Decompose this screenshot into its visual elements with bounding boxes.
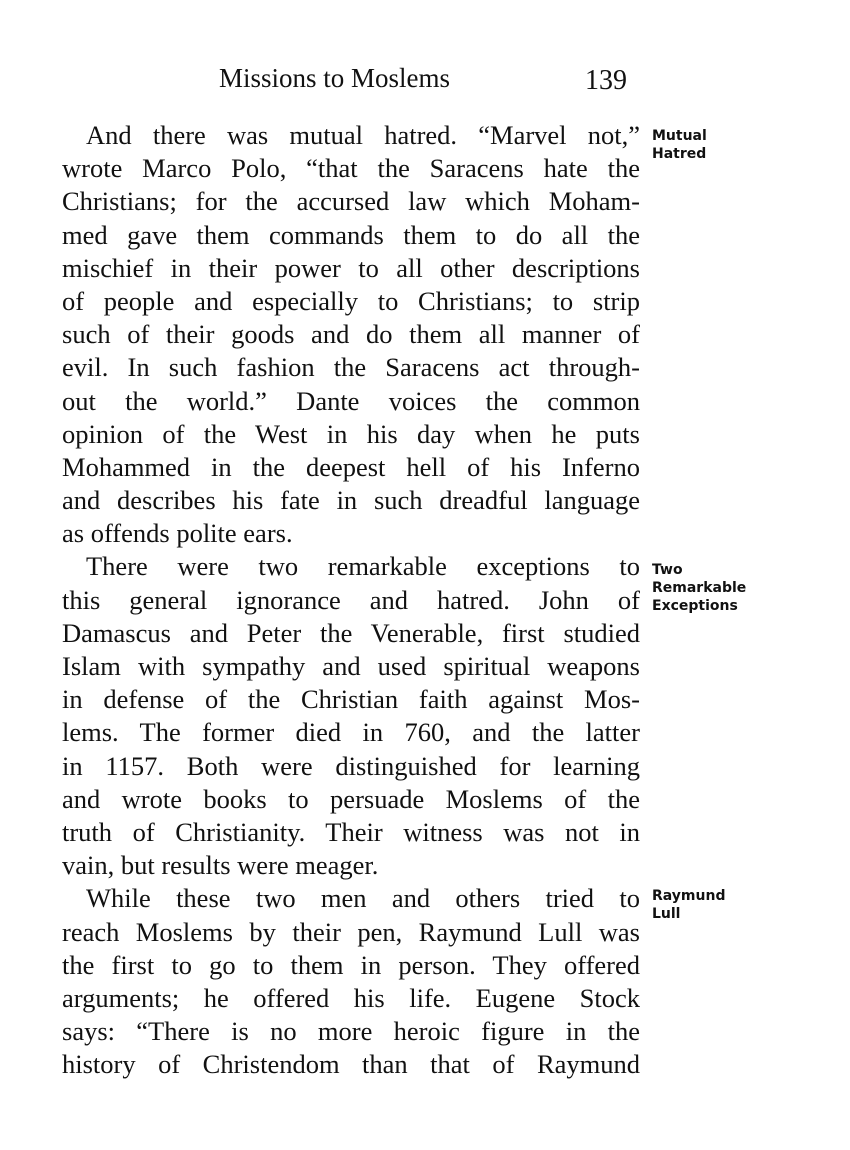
text-line: While these two men and others tried to (86, 883, 640, 914)
text-line: such of their goods and do them all manner of (62, 319, 640, 350)
text-line: reach Moslems by their pen, Raymund Lull was (62, 916, 640, 947)
body-text (62, 119, 640, 1081)
text-line: opinion of the West in his day when he puts (62, 418, 640, 449)
text-line: Christians; for the accursed law which Moham- (62, 186, 640, 217)
text-line: Islam with sympathy and used spiritual weapons (62, 651, 640, 681)
side-note-line: Exceptions (652, 598, 738, 614)
text-line: in defense of the Christian faith against Mos- (62, 684, 640, 715)
side-note-line: Mutual (652, 128, 707, 144)
text-line: as offends polite ears. (62, 518, 293, 549)
side-note-line: Raymund (652, 888, 726, 904)
text-line: truth of Christianity. Their witness was not in (62, 816, 640, 847)
text-line: out the world.” Dante voices the common (62, 385, 640, 416)
running-title: Missions to Moslems (219, 63, 451, 93)
page-number: 139 (585, 65, 627, 96)
text-line: says: “There is no more heroic figure in the (62, 1016, 640, 1047)
text-line: arguments; he offered his life. Eugene Stock (62, 982, 640, 1013)
paragraph-mutual-hatred (62, 119, 640, 550)
text-line: There were two remarkable exceptions to (86, 551, 640, 582)
side-note-line: Remarkable (652, 580, 747, 596)
side-note-line: Lull (652, 906, 681, 922)
text-line: Damascus and Peter the Venerable, first studied (62, 617, 640, 648)
text-line: and wrote books to persuade Moslems of the (62, 783, 640, 814)
text-line: and describes his fate in such dreadful language (62, 485, 640, 516)
text-line: evil. In such fashion the Saracens act through- (62, 352, 640, 383)
side-note-line: Hatred (652, 146, 707, 162)
paragraph-two-exceptions (62, 550, 640, 882)
text-line: And there was mutual hatred. “Marvel not,” (86, 120, 640, 150)
side-note-raymund-lull (652, 887, 725, 923)
side-note-line: Two (652, 562, 683, 578)
text-line: Mohammed in the deepest hell of his Inferno (62, 451, 640, 482)
text-line: of people and especially to Christians; to strip (62, 285, 640, 316)
text-line: lems. The former died in 760, and the latter (62, 717, 640, 748)
text-line: wrote Marco Polo, “that the Saracens hate the (62, 153, 640, 184)
text-line: the first to go to them in person. They offered (62, 949, 640, 980)
text-line: vain, but results were meager. (62, 850, 379, 881)
text-line: med gave them commands them to do all the (62, 219, 640, 250)
text-line: history of Christendom than that of Raymund (62, 1049, 640, 1080)
side-note-two-exceptions (652, 561, 746, 615)
text-line: this general ignorance and hatred. John of (62, 584, 640, 615)
side-note-mutual-hatred (652, 127, 707, 163)
paragraph-raymund-lull (62, 882, 640, 1081)
running-head (0, 58, 850, 98)
text-line: in 1157. Both were distinguished for learning (62, 750, 640, 781)
text-line: mischief in their power to all other descriptions (62, 252, 640, 283)
